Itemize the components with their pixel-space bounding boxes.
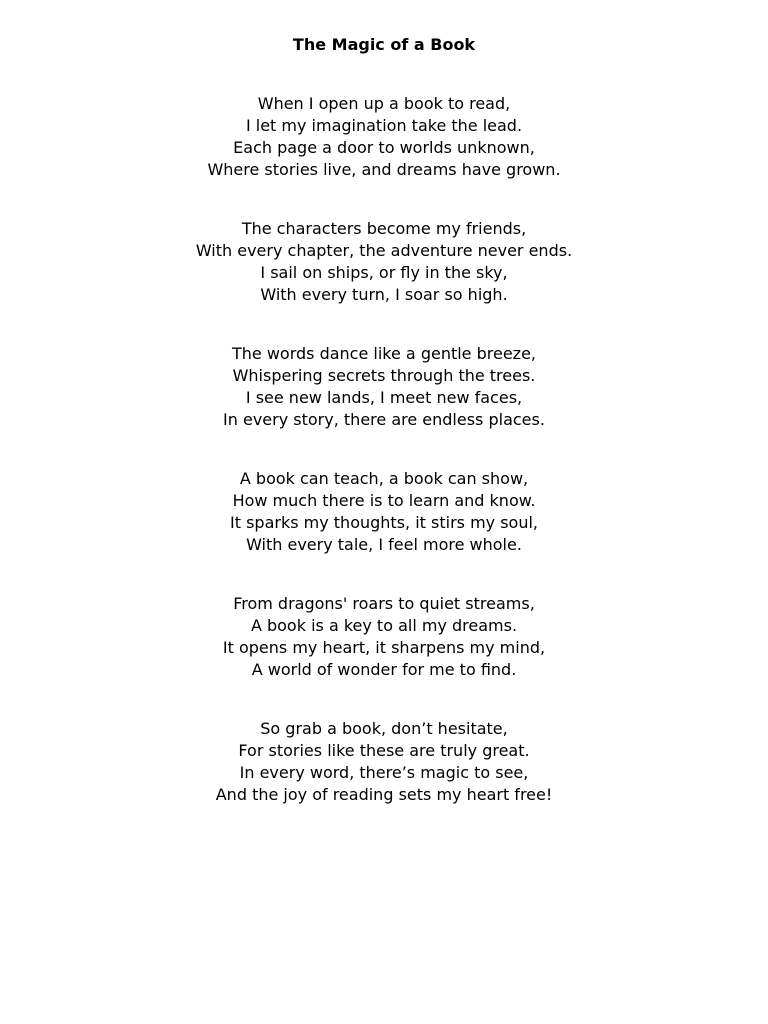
stanza-6 bbox=[0, 718, 768, 806]
poem-line: A book can teach, a book can show, bbox=[239, 469, 529, 488]
poem-line: A world of wonder for me to find. bbox=[251, 660, 517, 679]
poem-line: It sparks my thoughts, it stirs my soul, bbox=[230, 513, 538, 532]
poem-body bbox=[0, 93, 768, 843]
poem-line: For stories like these are truly great. bbox=[238, 741, 530, 760]
poem-line: I sail on ships, or fly in the sky, bbox=[260, 263, 508, 282]
poem-line: Where stories live, and dreams have grown. bbox=[207, 160, 561, 179]
stanza-5 bbox=[0, 593, 768, 681]
poem-title: The Magic of a Book bbox=[292, 35, 476, 54]
poem-line: How much there is to learn and know. bbox=[232, 491, 536, 510]
poem-line: From dragons' roars to quiet streams, bbox=[233, 594, 535, 613]
stanza-4 bbox=[0, 468, 768, 556]
poem-line: I see new lands, I meet new faces, bbox=[245, 388, 523, 407]
stanza-1 bbox=[0, 93, 768, 181]
poem-line: The characters become my friends, bbox=[241, 219, 527, 238]
poem-line: Each page a door to worlds unknown, bbox=[233, 138, 535, 157]
stanza-3 bbox=[0, 343, 768, 431]
poem-line: With every tale, I feel more whole. bbox=[246, 535, 522, 554]
poem-line: The words dance like a gentle breeze, bbox=[231, 344, 536, 363]
poem-line: With every chapter, the adventure never ends. bbox=[195, 241, 573, 260]
poem-line: A book is a key to all my dreams. bbox=[250, 616, 518, 635]
poem-line: With every turn, I soar so high. bbox=[260, 285, 508, 304]
poem-line: And the joy of reading sets my heart free! bbox=[215, 785, 553, 804]
poem-line: In every story, there are endless places. bbox=[223, 410, 545, 429]
poem-line: When I open up a book to read, bbox=[257, 94, 511, 113]
poem-line: It opens my heart, it sharpens my mind, bbox=[222, 638, 546, 657]
poem-line: I let my imagination take the lead. bbox=[245, 116, 523, 135]
poem-line: So grab a book, don’t hesitate, bbox=[260, 719, 508, 738]
poem-line: In every word, there’s magic to see, bbox=[239, 763, 529, 782]
stanza-2 bbox=[0, 218, 768, 306]
poem-line: Whispering secrets through the trees. bbox=[232, 366, 536, 385]
